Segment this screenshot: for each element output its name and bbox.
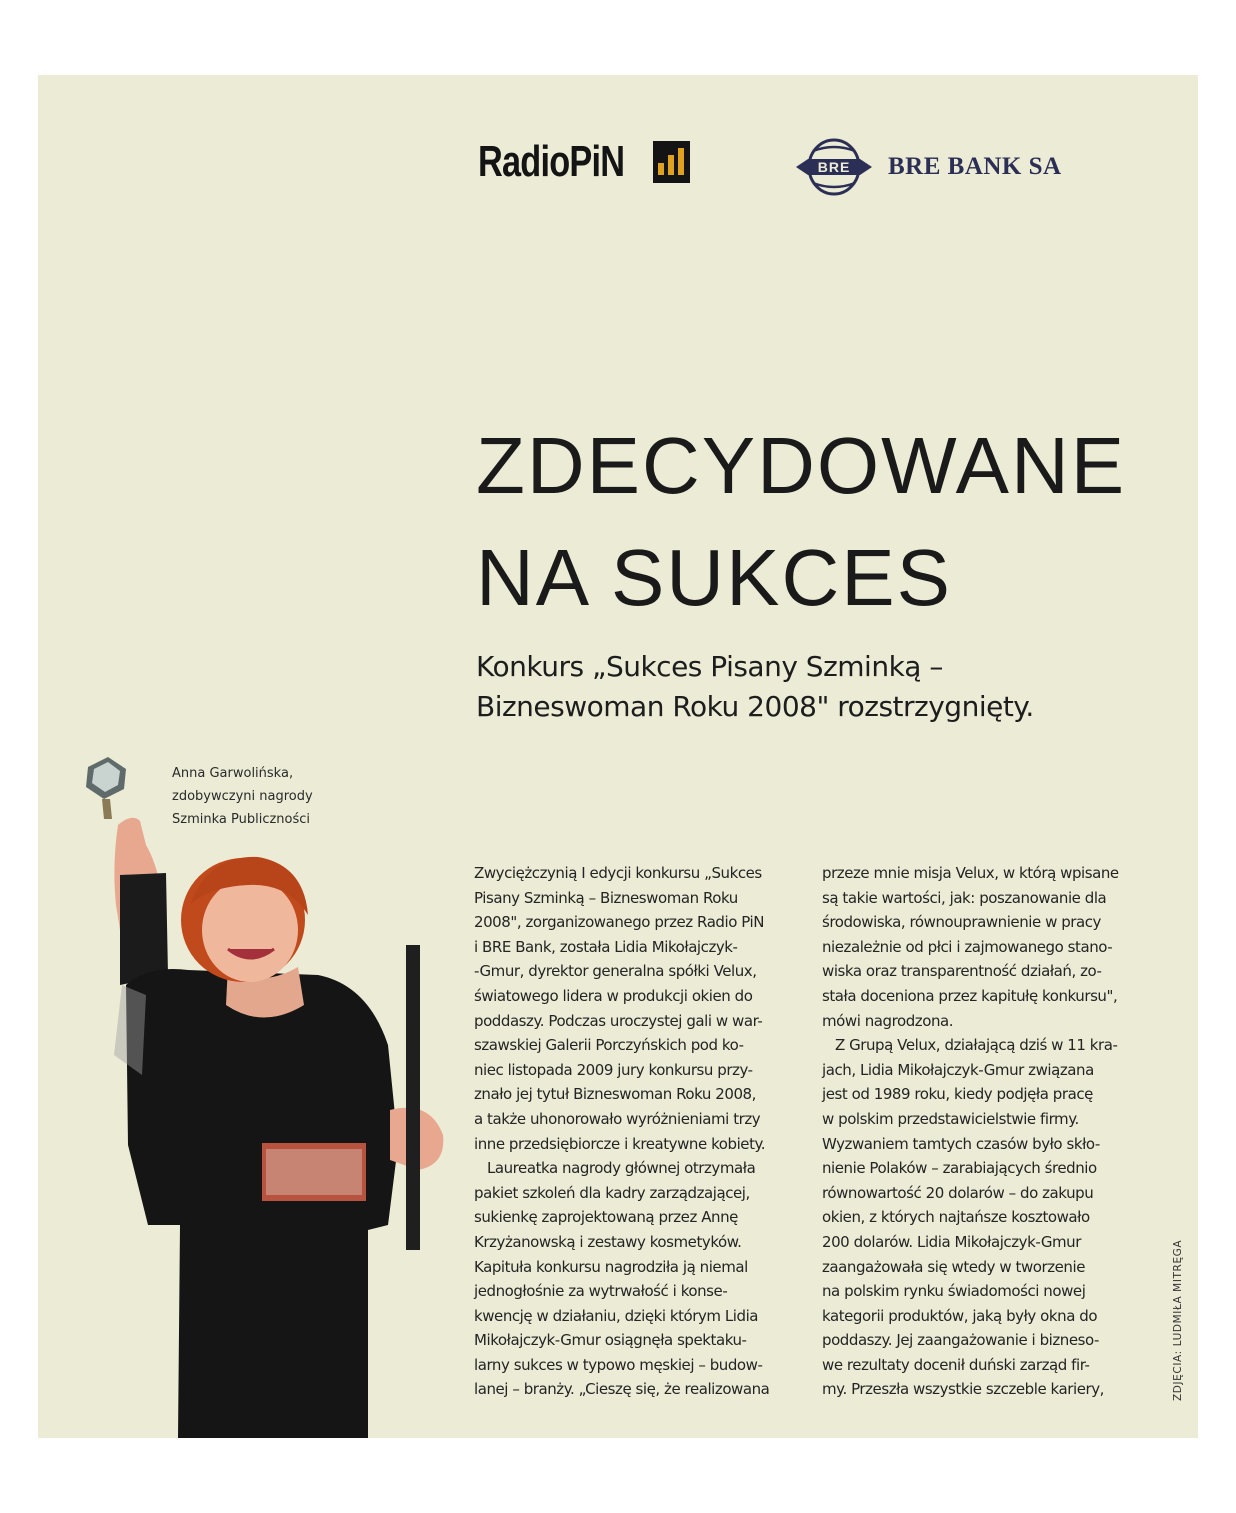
paragraph-line: poddaszy. Podczas uroczystej gali w war- xyxy=(474,1011,763,1030)
paragraph-line: lanej – branży. „Cieszę się, że realizowana xyxy=(474,1380,770,1399)
paragraph-line: i BRE Bank, została Lidia Mikołajczyk- xyxy=(474,937,738,956)
paragraph-line: równowartość 20 dolarów – do zakupu xyxy=(822,1183,1094,1202)
paragraph-line: Kapituła konkursu nagrodziła ją niemal xyxy=(474,1257,748,1276)
paragraph-line: jach, Lidia Mikołajczyk-Gmur związana xyxy=(822,1060,1094,1079)
paragraph-line: pakiet szkoleń dla kadry zarządzającej, xyxy=(474,1183,750,1202)
paragraph-line: nienie Polaków – zarabiających średnio xyxy=(822,1159,1097,1178)
paragraph-line: -Gmur, dyrektor generalna spółki Velux, xyxy=(474,962,757,981)
paragraph-line: okien, z których najtańsze kosztowało xyxy=(822,1208,1090,1227)
paragraph-line: w polskim przedstawicielstwie firmy. xyxy=(822,1109,1079,1128)
paragraph-line: kwencję w działaniu, dzięki którym Lidia xyxy=(474,1306,759,1325)
paragraph-line: Pisany Szminką – Bizneswoman Roku xyxy=(474,888,738,907)
paragraph-line: Mikołajczyk-Gmur osiągnęła spektaku- xyxy=(474,1331,747,1350)
bre-bank-logo xyxy=(794,137,1062,197)
trophy-icon xyxy=(86,757,126,819)
paragraph-line: Wyzwaniem tamtych czasów było skło- xyxy=(822,1134,1100,1153)
paragraph-line: szawskiej Galerii Porczyńskich pod ko- xyxy=(474,1036,744,1055)
paragraph-line: zaangażowała się wtedy w tworzenie xyxy=(822,1257,1085,1276)
article-subheadline xyxy=(476,647,1034,727)
paragraph-line: Krzyżanowską i zestawy kosmetyków. xyxy=(474,1232,742,1251)
paragraph-line: kategorii produktów, jaką były okna do xyxy=(822,1306,1098,1325)
paragraph-line: sukienkę zaprojektowaną przez Annę xyxy=(474,1208,738,1227)
paragraph-line: niec listopada 2009 jury konkursu przy- xyxy=(474,1060,753,1079)
paragraph-line: niezależnie od płci i zajmowanego stano- xyxy=(822,937,1113,956)
paragraph-line: znało jej tytuł Bizneswoman Roku 2008, xyxy=(474,1085,756,1104)
radio-pin-logo xyxy=(478,137,690,187)
paragraph-line: we rezultaty docenił duński zarząd fir- xyxy=(822,1355,1090,1374)
paragraph-line: Zwyciężczynią I edycji konkursu „Sukces xyxy=(474,864,762,882)
paragraph-line: larny sukces w typowo męskiej – budow- xyxy=(474,1355,763,1374)
photo-credit: ZDJĘCIA: LUDMIŁA MITRĘGA xyxy=(1172,1239,1184,1401)
svg-text:BRE: BRE xyxy=(817,159,851,175)
radio-pin-wordmark: RadioPiN xyxy=(478,137,625,186)
paragraph-line: przeze mnie misja Velux, w którą wpisane xyxy=(822,864,1119,882)
article-column-right xyxy=(822,861,1142,1402)
paragraph-line: są takie wartości, jak: poszanowanie dla xyxy=(822,888,1107,907)
caption-line: Szminka Publiczności xyxy=(172,812,311,827)
paragraph-line: na polskim rynku świadomości nowej xyxy=(822,1282,1086,1301)
paragraph-line: Z Grupą Velux, działającą dziś w 11 kra- xyxy=(822,1036,1118,1055)
paragraph-line: Laureatka nagrody głównej otrzymała xyxy=(474,1159,756,1178)
caption-line: Anna Garwolińska, xyxy=(172,766,294,781)
paragraph-line: światowego lidera w produkcji okien do xyxy=(474,986,753,1005)
radio-pin-badge-icon xyxy=(653,141,690,183)
paragraph-line: stała doceniona przez kapitułę konkursu", xyxy=(822,986,1118,1005)
paragraph-line: jednogłośnie za wytrwałość i konse- xyxy=(474,1282,728,1301)
article-column-left xyxy=(474,861,794,1402)
paragraph-line: 200 dolarów. Lidia Mikołajczyk-Gmur xyxy=(822,1232,1081,1251)
magazine-page xyxy=(38,75,1198,1438)
paragraph-line: mówi nagrodzona. xyxy=(822,1011,954,1030)
article-headline xyxy=(476,410,1126,634)
bre-bank-name: BRE BANK SA xyxy=(888,153,1062,180)
winner-photo xyxy=(68,755,478,1438)
paragraph-line: 2008", zorganizowanego przez Radio PiN xyxy=(474,913,765,932)
subheadline-line: Konkurs „Sukces Pisany Szminką – xyxy=(476,650,943,683)
headline-line: NA SUKCES xyxy=(476,533,952,622)
paragraph-line: inne przedsiębiorcze i kreatywne kobiety. xyxy=(474,1134,766,1153)
headline-line: ZDECYDOWANE xyxy=(476,421,1127,510)
paragraph-line: środowiska, równouprawnienie w pracy xyxy=(822,913,1101,932)
subheadline-line: Bizneswoman Roku 2008" rozstrzygnięty. xyxy=(476,690,1034,723)
paragraph-line: wiska oraz transparentność działań, zo- xyxy=(822,962,1102,981)
paragraph-line: a także uhonorowało wyróżnieniami trzy xyxy=(474,1109,761,1128)
paragraph-line: jest od 1989 roku, kiedy podjęła pracę xyxy=(822,1085,1093,1104)
paragraph-line: poddaszy. Jej zaangażowanie i bizneso- xyxy=(822,1331,1099,1350)
paragraph-line: my. Przeszła wszystkie szczeble kariery, xyxy=(822,1380,1104,1399)
bre-globe-icon xyxy=(794,137,874,197)
caption-line: zdobywczyni nagrody xyxy=(172,789,313,804)
